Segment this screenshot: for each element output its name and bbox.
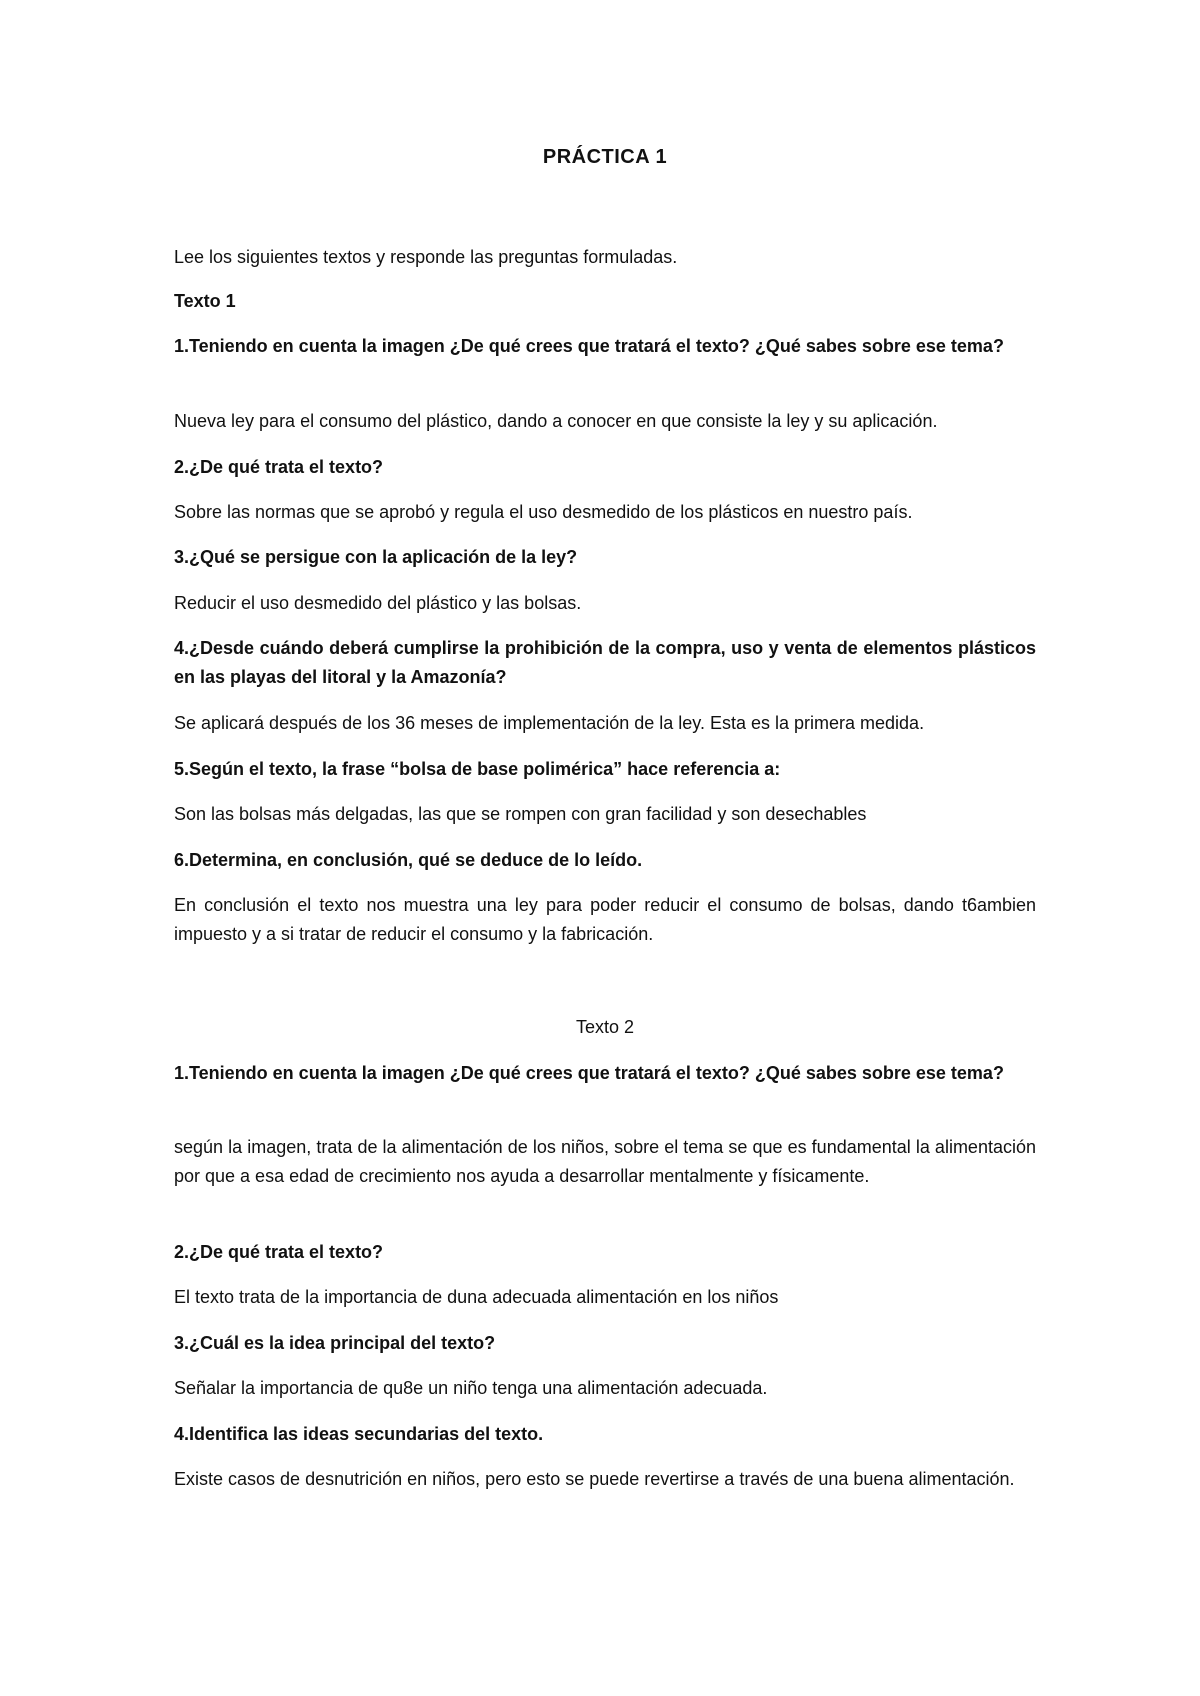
intro-text: Lee los siguientes textos y responde las preguntas formuladas.: [174, 247, 678, 267]
texto1-question-3: 3.¿Qué se persigue con la aplicación de la ley?: [174, 547, 578, 567]
texto2-answer-3: Señalar la importancia de qu8e un niño tenga una alimentación adecuada.: [174, 1378, 768, 1398]
texto2-answer-1: según la imagen, trata de la alimentación de los niños, sobre el tema se que es fundamental la alimentación por que a esa edad de crecimiento nos ayuda a desarrollar mentalmente y físicamente.: [174, 1137, 1036, 1186]
texto1-answer-4: Se aplicará después de los 36 meses de implementación de la ley. Esta es la primera medida.: [174, 713, 925, 733]
texto1-answer-2: Sobre las normas que se aprobó y regula el uso desmedido de los plásticos en nuestro país.: [174, 502, 913, 522]
texto2-heading: Texto 2: [575, 1017, 635, 1037]
texto1-answer-5: Son las bolsas más delgadas, las que se rompen con gran facilidad y son desechables: [174, 804, 867, 824]
texto1-question-2: 2.¿De qué trata el texto?: [174, 457, 384, 477]
texto2-question-3: 3.¿Cuál es la idea principal del texto?: [174, 1333, 496, 1353]
texto1-question-1: 1.Teniendo en cuenta la imagen ¿De qué crees que tratará el texto? ¿Qué sabes sobre ese tema?: [174, 336, 1004, 356]
texto2-question-1: 1.Teniendo en cuenta la imagen ¿De qué crees que tratará el texto? ¿Qué sabes sobre ese tema?: [174, 1063, 1004, 1083]
texto1-heading: Texto 1: [174, 291, 236, 311]
texto2-question-4: 4.Identifica las ideas secundarias del texto.: [174, 1424, 544, 1444]
texto2-question-2: 2.¿De qué trata el texto?: [174, 1242, 384, 1262]
texto1-question-5: 5.Según el texto, la frase “bolsa de base polimérica” hace referencia a:: [174, 759, 781, 779]
texto1-answer-1: Nueva ley para el consumo del plástico, dando a conocer en que consiste la ley y su aplicación.: [174, 411, 938, 431]
texto1-answer-3: Reducir el uso desmedido del plástico y las bolsas.: [174, 593, 582, 613]
texto2-answer-2: El texto trata de la importancia de duna adecuada alimentación en los niños: [174, 1287, 779, 1307]
texto1-question-4: 4.¿Desde cuándo deberá cumplirse la prohibición de la compra, uso y venta de elementos plásticos en las playas del litoral y la Amazonía?: [174, 638, 1036, 687]
page-title: PRÁCTICA 1: [542, 146, 668, 168]
texto1-question-6: 6.Determina, en conclusión, qué se deduce de lo leído.: [174, 850, 643, 870]
texto2-answer-4: Existe casos de desnutrición en niños, pero esto se puede revertirse a través de una buena alimentación.: [174, 1469, 1015, 1489]
texto1-answer-6: En conclusión el texto nos muestra una ley para poder reducir el consumo de bolsas, dando t6ambien impuesto y a si tratar de reducir el consumo y la fabricación.: [174, 895, 1036, 944]
